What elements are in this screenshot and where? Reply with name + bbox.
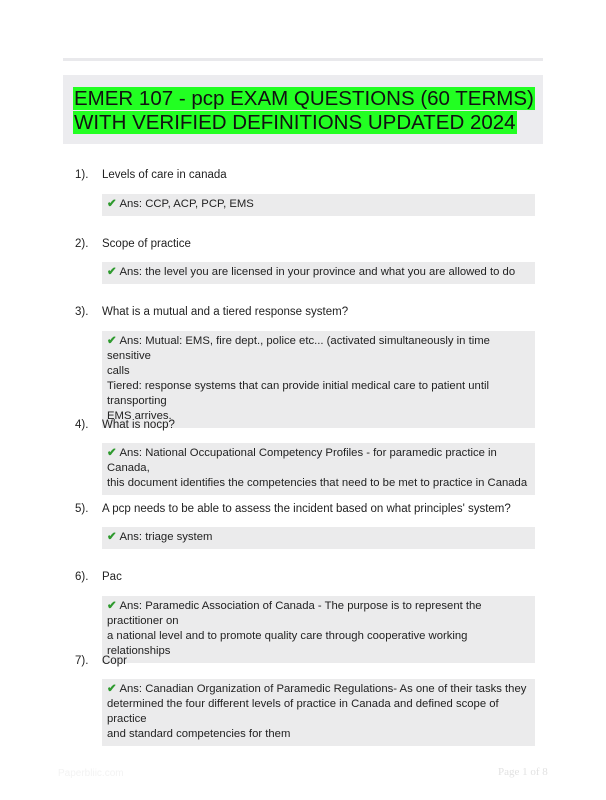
question-number: 3). xyxy=(75,306,89,318)
answer-text: Tiered: response systems that can provide initial medical care to patient until transporting xyxy=(107,380,489,407)
answer-text: a national level and to promote quality care through cooperative working relationships xyxy=(107,630,468,657)
answer-box xyxy=(102,262,535,284)
page-number: Page 1 of 8 xyxy=(498,766,548,778)
question-text: A pcp needs to be able to assess the incident based on what principles' system? xyxy=(102,503,511,515)
answer-text: Ans: Mutual: EMS, fire dept., police etc... (activated simultaneously in time sensitive xyxy=(107,335,490,362)
check-icon: ✔ xyxy=(107,683,117,695)
question-number: 2). xyxy=(75,238,89,250)
check-icon: ✔ xyxy=(107,531,117,543)
answer-text: and standard competencies for them xyxy=(107,728,291,740)
answer-box xyxy=(102,194,535,216)
question-text: Levels of care in canada xyxy=(102,169,227,181)
question-text: Scope of practice xyxy=(102,238,191,250)
question-text: Copr xyxy=(102,655,127,667)
question-number: 1). xyxy=(75,169,89,181)
title-line-1: EMER 107 - pcp EXAM QUESTIONS (60 TERMS) xyxy=(74,87,534,110)
answer-box xyxy=(102,527,535,549)
title-line-2: WITH VERIFIED DEFINITIONS UPDATED 2024 xyxy=(74,111,516,134)
question-text: What is nocp? xyxy=(102,419,175,431)
check-icon: ✔ xyxy=(107,266,117,278)
check-icon: ✔ xyxy=(107,447,117,459)
answer-text: Ans: Paramedic Association of Canada - The purpose is to represent the practitioner on xyxy=(107,600,482,627)
question-number: 6). xyxy=(75,571,89,583)
answer-text: determined the four different levels of practice in Canada and defined scope of practice xyxy=(107,698,499,725)
answer-text: Ans: National Occupational Competency Profiles - for paramedic practice in Canada, xyxy=(107,447,497,474)
answer-box xyxy=(102,596,535,663)
question-number: 4). xyxy=(75,419,89,431)
answer-text: EMS arrives. xyxy=(107,410,172,422)
answer-box xyxy=(102,443,535,495)
question-number: 7). xyxy=(75,655,89,667)
footer-watermark: Paperbliic.com xyxy=(58,768,124,779)
question-text: Pac xyxy=(102,571,122,583)
answer-text: Ans: CCP, ACP, PCP, EMS xyxy=(119,198,254,210)
question-number: 5). xyxy=(75,503,89,515)
answer-text: calls xyxy=(107,365,130,377)
answer-box xyxy=(102,331,535,428)
answer-text: Ans: Canadian Organization of Paramedic Regulations- As one of their tasks they xyxy=(119,683,527,695)
answer-text: this document identifies the competencies that need to be met to practice in Canada xyxy=(107,477,528,489)
check-icon: ✔ xyxy=(107,335,117,347)
answer-box xyxy=(102,679,535,746)
check-icon: ✔ xyxy=(107,198,117,210)
check-icon: ✔ xyxy=(107,600,117,612)
document-title xyxy=(73,87,535,135)
top-divider xyxy=(63,58,543,61)
question-text: What is a mutual and a tiered response system? xyxy=(102,306,349,318)
answer-text: Ans: the level you are licensed in your province and what you are allowed to do xyxy=(119,266,516,278)
title-box xyxy=(63,75,543,144)
answer-text: Ans: triage system xyxy=(119,531,213,543)
